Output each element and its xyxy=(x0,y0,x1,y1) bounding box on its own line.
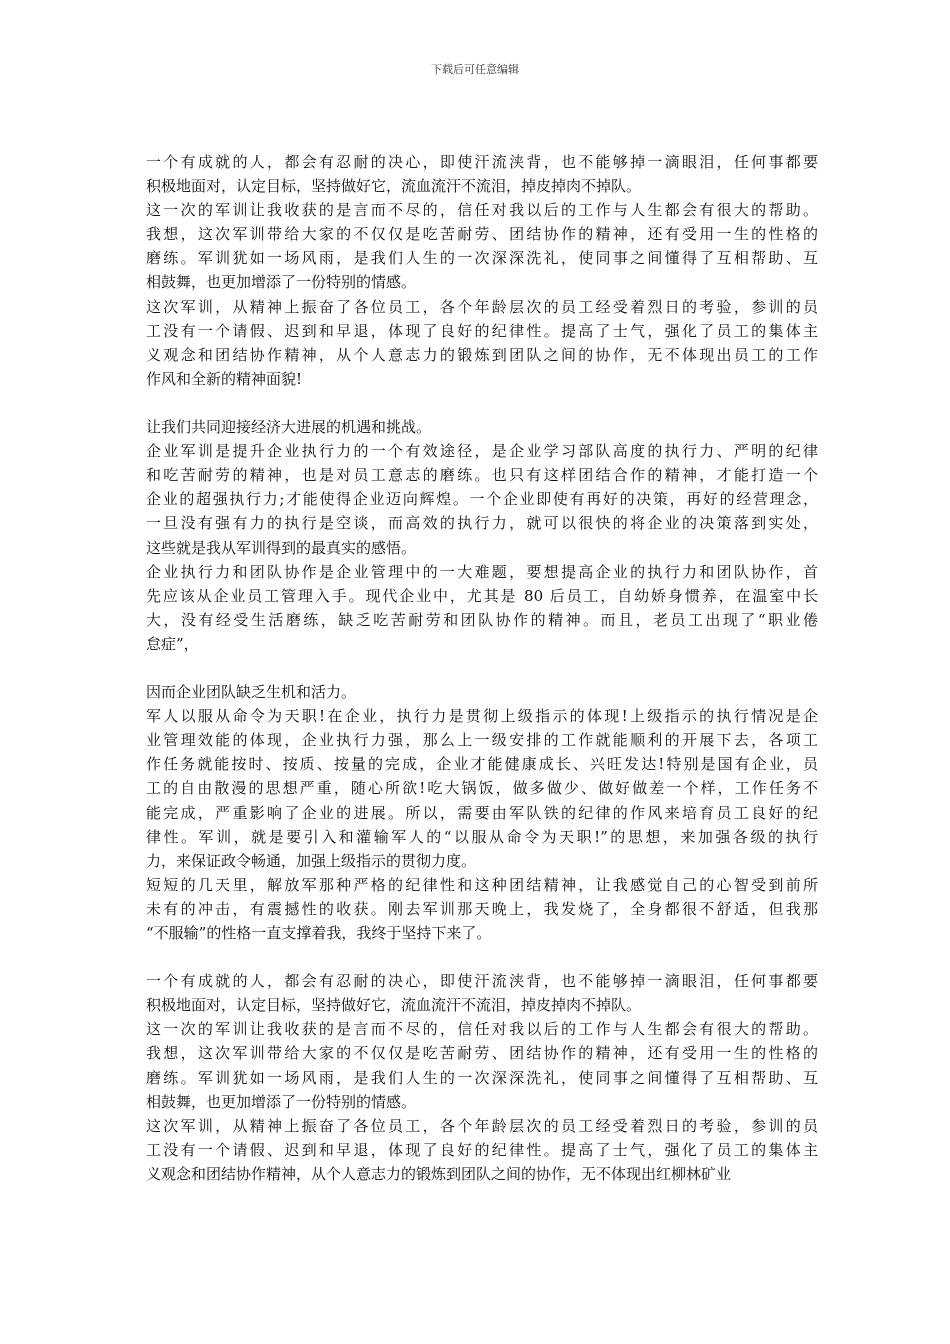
blank-line xyxy=(146,391,818,415)
text-line: 积极地面对，认定目标，坚持做好它，流血流汗不流泪，掉皮掉肉不掉队。 xyxy=(146,177,642,196)
text-line: 磨练。军训犹如一场风雨，是我们人生的一次深深洗礼，使同事之间懂得了互相帮助、互 xyxy=(146,249,818,268)
text-line: 这次军训，从精神上振奋了各位员工，各个年龄层次的员工经受着烈日的考验，参训的员 xyxy=(146,1116,818,1135)
paragraph xyxy=(146,704,818,873)
paragraph xyxy=(146,439,818,559)
document-body xyxy=(146,150,818,1186)
text-line: 企业执行力和团队协作是企业管理中的一大难题，要想提高企业的执行力和团队协作，首 xyxy=(146,562,818,581)
text-line: 这一次的军训让我收获的是言而不尽的，信任对我以后的工作与人生都会有很大的帮助。 xyxy=(146,201,818,220)
text-line: 怠症”， xyxy=(146,634,199,653)
text-line: 工没有一个请假、迟到和早退，体现了良好的纪律性。提高了士气，强化了员工的集体主 xyxy=(146,1140,818,1159)
text-line: 军人以服从命令为天职!在企业，执行力是贯彻上级指示的体现!上级指示的执行情况是企 xyxy=(146,707,818,726)
text-line: 因而企业团队缺乏生机和活力。 xyxy=(146,683,357,702)
paragraph xyxy=(146,150,818,198)
text-line: 和吃苦耐劳的精神，也是对员工意志的磨练。也只有这样团结合作的精神，才能打造一个 xyxy=(146,466,818,485)
text-line: 先应该从企业员工管理入手。现代企业中，尤其是 80 后员工，自幼娇身惯养，在温室中长 xyxy=(146,586,818,605)
text-line: 这次军训，从精神上振奋了各位员工，各个年龄层次的员工经受着烈日的考验，参训的员 xyxy=(146,297,818,316)
text-line: 工的自由散漫的思想严重，随心所欲!吃大锅饭，做多做少、做好做差一个样，工作任务不 xyxy=(146,779,818,798)
paragraph xyxy=(146,969,818,1017)
text-line: 企业的超强执行力;才能使得企业迈向辉煌。一个企业即使有再好的决策，再好的经营理念， xyxy=(146,490,818,509)
text-line: 未有的冲击，有震撼性的收获。刚去军训那天晚上，我发烧了，全身都很不舒适，但我那 xyxy=(146,899,818,918)
text-line: 这些就是我从军训得到的最真实的感悟。 xyxy=(146,538,417,557)
blank-line xyxy=(146,656,818,680)
text-line: 企业军训是提升企业执行力的一个有效途径，是企业学习部队高度的执行力、严明的纪律 xyxy=(146,442,818,461)
text-line: 律性。军训，就是要引入和灌输军人的“以服从命令为天职!”的思想，来加强各级的执行 xyxy=(146,827,818,846)
text-line: 作任务就能按时、按质、按量的完成，企业才能健康成长、兴旺发达!特别是国有企业，员 xyxy=(146,755,818,774)
text-line: 业管理效能的体现，企业执行力强，那么上一级安排的工作就能顺利的开展下去，各项工 xyxy=(146,731,818,750)
paragraph xyxy=(146,1017,818,1113)
text-line: 短短的几天里，解放军那种严格的纪律性和这种团结精神，让我感觉自己的心智受到前所 xyxy=(146,875,818,894)
paragraph xyxy=(146,560,818,656)
text-line: “不服输”的性格一直支撑着我，我终于坚持下来了。 xyxy=(146,924,492,942)
text-line: 我想，这次军训带给大家的不仅仅是吃苦耐劳、团结协作的精神，还有受用一生的性格的 xyxy=(146,225,818,244)
text-line: 让我们共同迎接经济大进展的机遇和挑战。 xyxy=(146,418,432,437)
text-line: 相鼓舞，也更加增添了一份特别的情感。 xyxy=(146,273,417,292)
paragraph xyxy=(146,656,818,680)
text-line: 一旦没有强有力的执行是空谈，而高效的执行力，就可以很快的将企业的决策落到实处， xyxy=(146,514,818,533)
text-line: 力，来保证政令畅通，加强上级指示的贯彻力度。 xyxy=(146,851,477,870)
paragraph xyxy=(146,391,818,415)
text-line: 相鼓舞，也更加增添了一份特别的情感。 xyxy=(146,1092,417,1111)
blank-line xyxy=(146,945,818,969)
text-line: 磨练。军训犹如一场风雨，是我们人生的一次深深洗礼，使同事之间懂得了互相帮助、互 xyxy=(146,1068,818,1087)
paragraph xyxy=(146,1114,818,1186)
text-line: 我想，这次军训带给大家的不仅仅是吃苦耐劳、团结协作的精神，还有受用一生的性格的 xyxy=(146,1044,818,1063)
text-line: 工没有一个请假、迟到和早退，体现了良好的纪律性。提高了士气，强化了员工的集体主 xyxy=(146,321,818,340)
paragraph xyxy=(146,680,818,704)
page-header: 下载后可任意编辑 xyxy=(431,63,519,76)
paragraph xyxy=(146,873,818,945)
text-line: 一个有成就的人，都会有忍耐的决心，即使汗流浃背，也不能够掉一滴眼泪，任何事都要 xyxy=(146,972,818,991)
text-line: 大，没有经受生活磨练，缺乏吃苦耐劳和团队协作的精神。而且，老员工出现了“职业倦 xyxy=(146,610,818,629)
text-line: 义观念和团结协作精神，从个人意志力的锻炼到团队之间的协作，无不体现出员工的工作 xyxy=(146,345,818,364)
paragraph xyxy=(146,415,818,439)
paragraph xyxy=(146,295,818,391)
text-line: 积极地面对，认定目标，坚持做好它，流血流汗不流泪，掉皮掉肉不掉队。 xyxy=(146,996,642,1015)
text-line: 这一次的军训让我收获的是言而不尽的，信任对我以后的工作与人生都会有很大的帮助。 xyxy=(146,1020,818,1039)
paragraph xyxy=(146,198,818,294)
text-line: 作风和全新的精神面貌! xyxy=(146,369,303,388)
paragraph xyxy=(146,945,818,969)
text-line: 义观念和团结协作精神，从个人意志力的锻炼到团队之间的协作，无不体现出红柳林矿业 xyxy=(146,1164,732,1183)
text-line: 一个有成就的人，都会有忍耐的决心，即使汗流浃背，也不能够掉一滴眼泪，任何事都要 xyxy=(146,153,818,171)
text-line: 能完成，严重影响了企业的进展。所以，需要由军队铁的纪律的作风来培育员工良好的纪 xyxy=(146,803,818,822)
